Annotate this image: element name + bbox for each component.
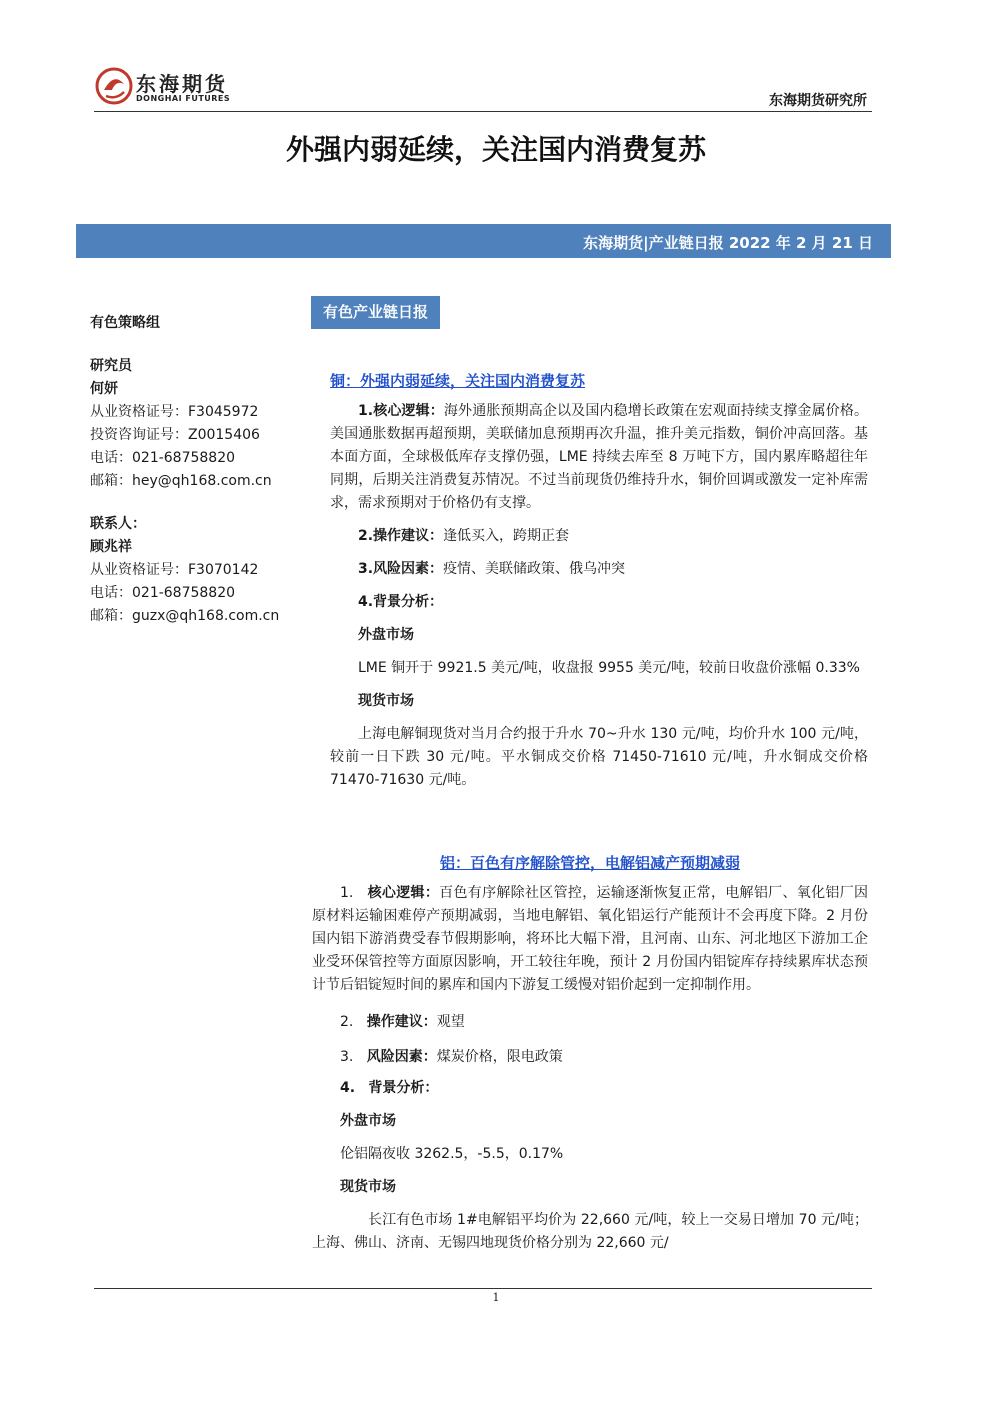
copper-spot-label: 现货市场 — [358, 693, 414, 709]
aluminum-logic-label: 核心逻辑： — [367, 885, 440, 901]
institute-name: 东海期货研究所 — [769, 93, 867, 109]
contact-label: 联系人： — [90, 516, 146, 532]
copper-advice — [330, 525, 868, 548]
copper-risk — [330, 558, 868, 581]
aluminum-heading[interactable]: 铝：百色有序解除管控，电解铝减产预期减弱 — [439, 854, 740, 872]
contact-phone: 电话：021-68758820 — [90, 585, 236, 601]
contact-name: 顾兆祥 — [90, 539, 132, 555]
aluminum-section — [312, 852, 868, 1255]
banner-text: 东海期货|产业链日报 2022 年 2 月 21 日 — [583, 234, 873, 252]
aluminum-advice-text: 观望 — [436, 1014, 465, 1030]
section-tag: 有色产业链日报 — [311, 296, 440, 329]
contact-email: 邮箱：guzx@qh168.com.cn — [90, 608, 280, 624]
strategy-group: 有色策略组 — [90, 315, 160, 331]
aluminum-advice-num: 2. — [340, 1014, 354, 1030]
logo-text-cn: 东海期货 — [136, 72, 228, 96]
footer-divider — [94, 1288, 872, 1289]
researcher-label: 研究员 — [90, 358, 132, 374]
aluminum-risk-num: 3. — [340, 1049, 354, 1065]
contact-cert: 从业资格证号：F3070142 — [90, 562, 259, 578]
copper-logic — [330, 400, 868, 515]
researcher-cert: 从业资格证号：F3045972 — [90, 404, 259, 420]
copper-heading[interactable]: 铜：外强内弱延续，关注国内消费复苏 — [330, 372, 586, 390]
sidebar — [90, 312, 310, 628]
researcher-email: 邮箱：hey@qh168.com.cn — [90, 473, 272, 489]
copper-risk-label: 3.风险因素： — [358, 561, 444, 577]
aluminum-risk — [312, 1046, 868, 1069]
copper-advice-label: 2.操作建议： — [358, 528, 444, 544]
copper-logic-label: 1.核心逻辑： — [358, 403, 444, 419]
aluminum-spot-text: 长江有色市场 1#电解铝平均价为 22,660 元/吨，较上一交易日增加 70 元/吨；上海、佛山、济南、无锡四地现货价格分别为 22,660 元/ — [312, 1212, 868, 1251]
logo-mark-icon — [94, 66, 134, 106]
aluminum-logic-text: 百色有序解除社区管控，运输逐渐恢复正常，电解铝厂、氧化铝厂因原材料运输困难停产预期减弱，当地电解铝、氧化铝运行产能预计不会再度下降。2 月份国内铝下游消费受春节假期影响，将环比大幅下滑，且河南、山东、河北地区下游加工企业受环保管控等方面原因影响，开工较往年晚，预计 2 月份国内铝锭库存持续累库状态预计节后铝锭短时间的累库和国内下游复工缓慢对铝价起到一定抑制作用。 — [312, 885, 868, 993]
date-banner — [76, 224, 891, 258]
copper-logic-text: 海外通胀预期高企以及国内稳增长政策在宏观面持续支撑金属价格。美国通胀数据再超预期，美联储加息预期再次升温，推升美元指数，铜价冲高回落。基本面方面，全球极低库存支撑仍强，LME 持续去库至 8 万吨下方，国内累库略超往年同期，后期关注消费复苏情况。不过当前现货仍维持升水，铜价回调或激发一定补库需求，需求预期对于价格仍有支撑。 — [330, 403, 868, 511]
aluminum-advice — [312, 1011, 868, 1034]
copper-spot-text: 上海电解铜现货对当月合约报于升水 70~升水 130 元/吨，均价升水 100 元/吨，较前一日下跌 30 元/吨。平水铜成交价格 71450-71610 元/吨，升水铜成交价格 71470-71630 元/吨。 — [330, 726, 868, 788]
header-divider — [94, 111, 872, 112]
aluminum-risk-label: 风险因素： — [366, 1049, 437, 1065]
aluminum-advice-label: 操作建议： — [366, 1014, 437, 1030]
logo-text-en: DONGHAI FUTURES — [136, 94, 231, 103]
report-title: 外强内弱延续，关注国内消费复苏 — [285, 133, 706, 166]
copper-advice-text: 逢低买入，跨期正套 — [443, 528, 570, 544]
copper-bg-label: 4.背景分析： — [358, 594, 444, 610]
aluminum-risk-text: 煤炭价格，限电政策 — [436, 1049, 563, 1065]
copper-overseas-label: 外盘市场 — [358, 627, 414, 643]
aluminum-bg-label: 背景分析： — [368, 1080, 439, 1096]
copper-section — [330, 370, 868, 792]
page-number: 1 — [492, 1291, 500, 1304]
aluminum-overseas-label: 外盘市场 — [340, 1113, 396, 1129]
aluminum-spot-label: 现货市场 — [340, 1179, 396, 1195]
company-logo — [94, 66, 234, 110]
aluminum-logic-num: 1. — [340, 885, 354, 901]
aluminum-bg-num: 4. — [340, 1080, 356, 1096]
researcher-invest-cert: 投资咨询证号：Z0015406 — [90, 427, 260, 443]
researcher-phone: 电话：021-68758820 — [90, 450, 236, 466]
aluminum-overseas-text: 伦铝隔夜收 3262.5，-5.5，0.17% — [340, 1146, 564, 1162]
aluminum-logic — [312, 882, 868, 997]
copper-risk-text: 疫情、美联储政策、俄乌冲突 — [443, 561, 626, 577]
aluminum-bg — [312, 1077, 868, 1100]
copper-overseas-text: LME 铜开于 9921.5 美元/吨，收盘报 9955 美元/吨，较前日收盘价涨幅 0.33% — [358, 660, 860, 676]
researcher-name: 何妍 — [90, 381, 118, 397]
